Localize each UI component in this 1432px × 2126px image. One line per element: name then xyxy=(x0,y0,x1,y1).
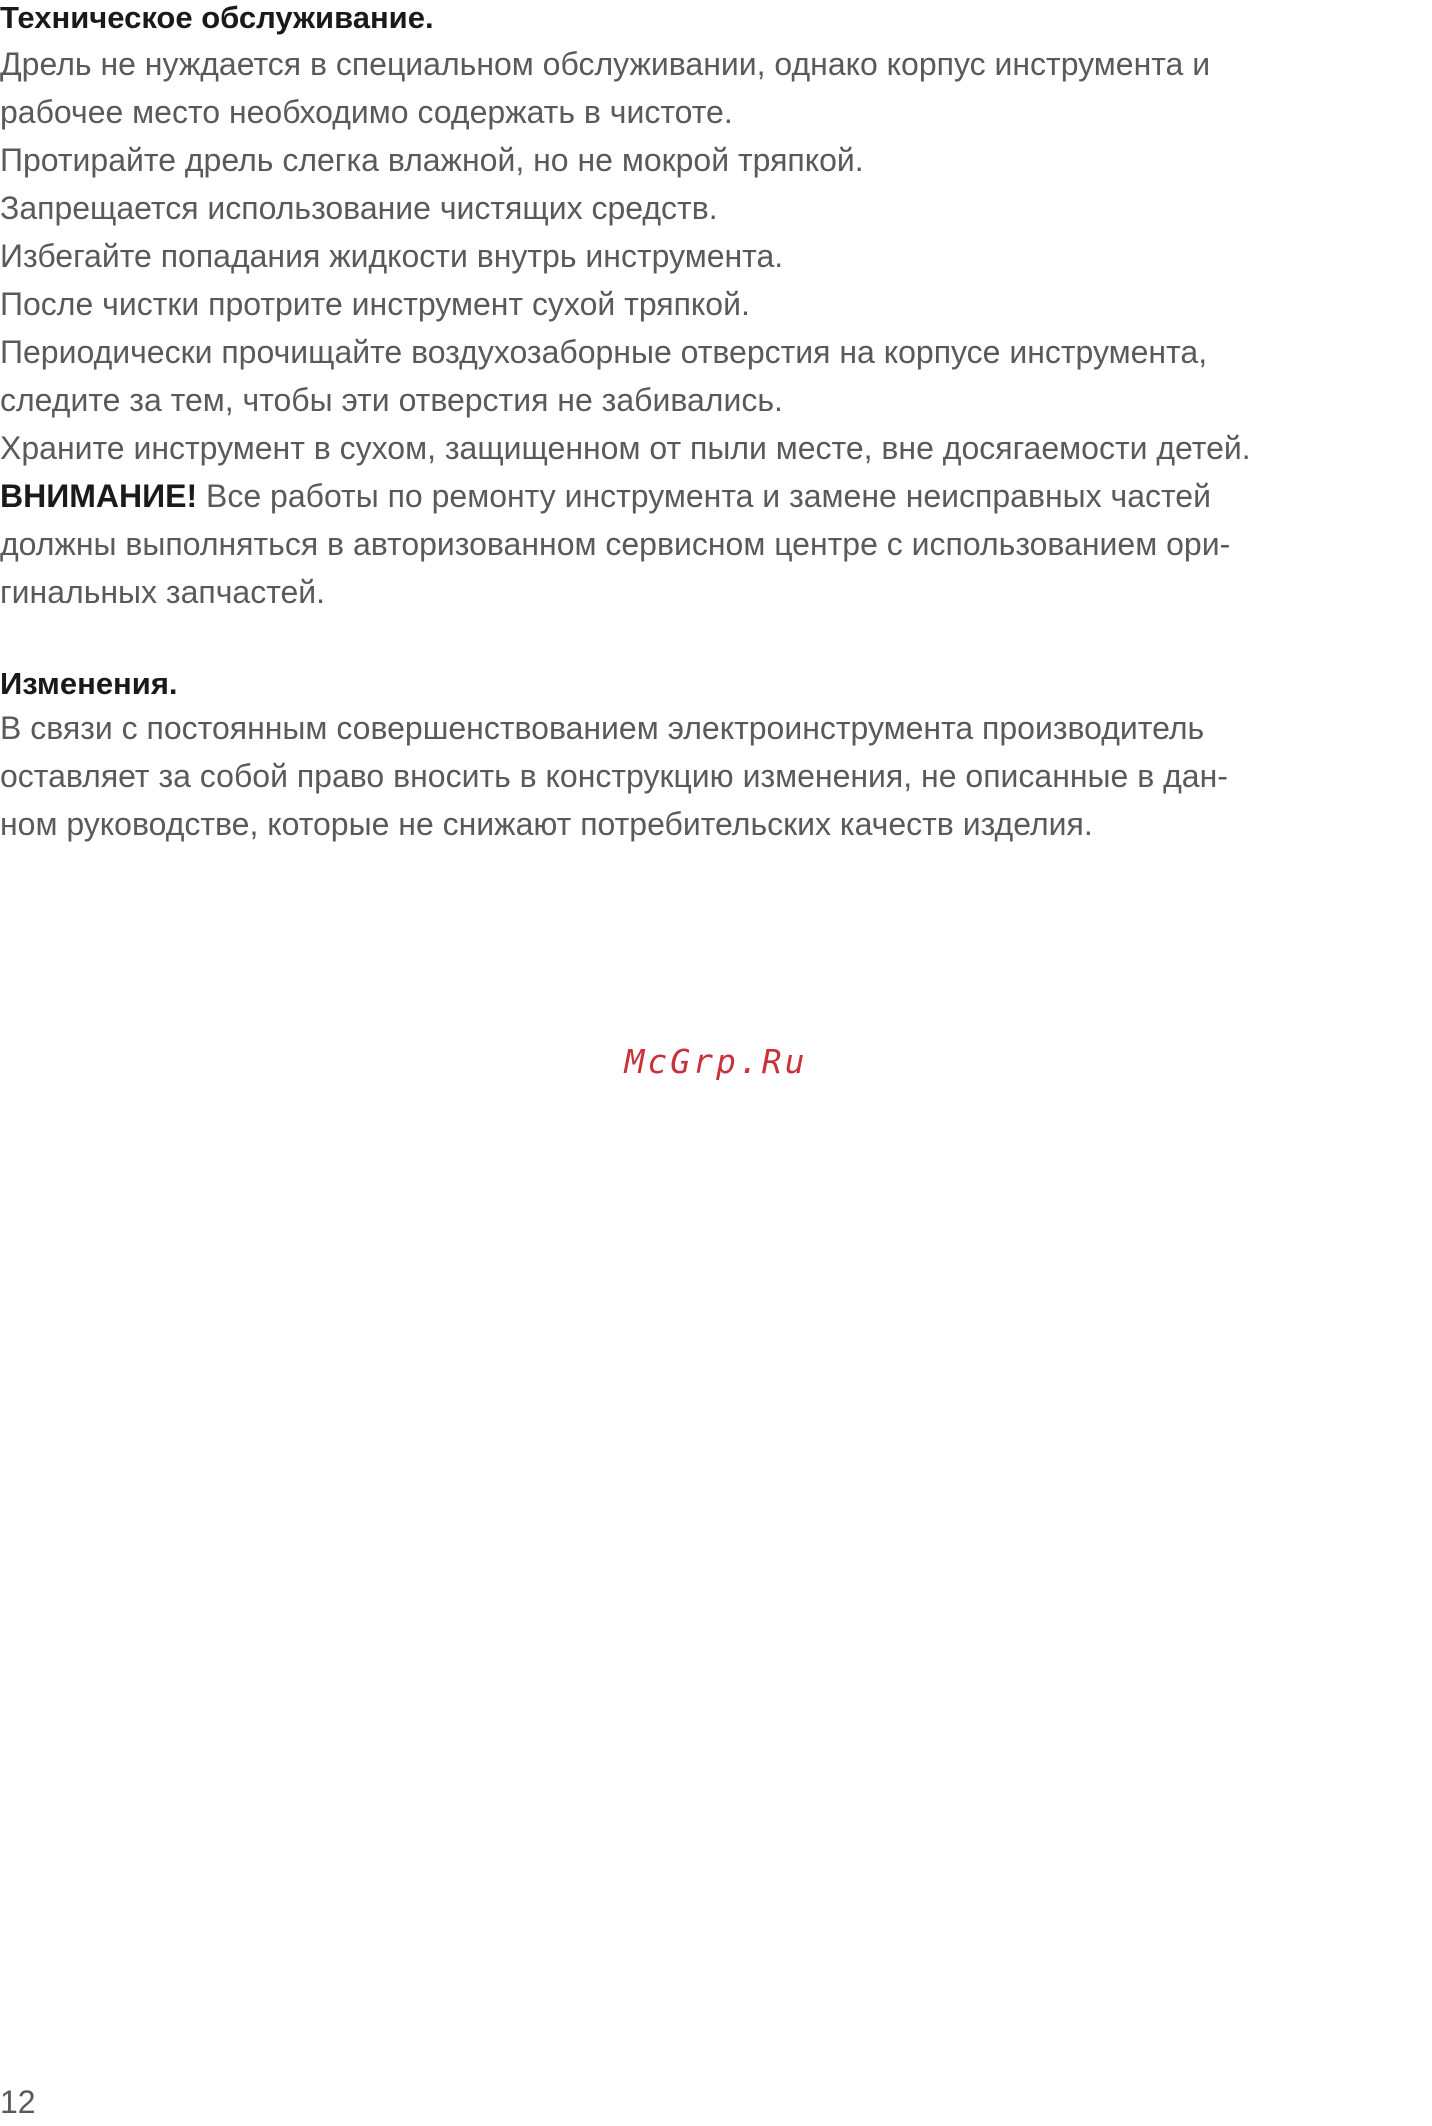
paragraph-line: После чистки протрите инструмент сухой тряпкой. xyxy=(0,286,750,322)
paragraph-line: следите за тем, чтобы эти отверстия не забивались. xyxy=(0,382,783,418)
paragraph-line: ном руководстве, которые не снижают потребительских качеств изделия. xyxy=(0,806,1093,842)
page-number: 12 xyxy=(0,2084,36,2120)
warning-line: гинальных запчастей. xyxy=(0,574,326,610)
changes-section xyxy=(0,664,1432,848)
paragraph-line: Запрещается использование чистящих средств. xyxy=(0,190,718,226)
warning-label: ВНИМАНИЕ! xyxy=(0,478,198,514)
paragraph-line: оставляет за собой право вносить в конструкцию изменения, не описанные в дан- xyxy=(0,758,1228,794)
paragraph-line: Протирайте дрель слегка влажной, но не мокрой тряпкой. xyxy=(0,142,864,178)
paragraph-line: рабочее место необходимо содержать в чистоте. xyxy=(0,94,733,130)
warning-text: Все работы по ремонту инструмента и замене неисправных частей xyxy=(197,478,1211,514)
paragraph-line: В связи с постоянным совершенствованием электроинструмента производитель xyxy=(0,710,1205,746)
warning-line: должны выполняться в авторизованном сервисном центре с использованием ори- xyxy=(0,526,1231,562)
maintenance-heading: Техническое обслуживание. xyxy=(0,0,434,35)
warning-line xyxy=(0,472,1432,520)
paragraph-line: Храните инструмент в сухом, защищенном от пыли месте, вне досягаемости детей. xyxy=(0,430,1251,466)
paragraph-line: Периодически прочищайте воздухозаборные отверстия на корпусе инструмента, xyxy=(0,334,1208,370)
watermark: McGrp.Ru xyxy=(624,1042,808,1081)
paragraph-line: Избегайте попадания жидкости внутрь инструмента. xyxy=(0,238,784,274)
paragraph-line: Дрель не нуждается в специальном обслуживании, однако корпус инструмента и xyxy=(0,46,1211,82)
maintenance-section xyxy=(0,0,1432,616)
changes-heading: Изменения. xyxy=(0,666,178,701)
